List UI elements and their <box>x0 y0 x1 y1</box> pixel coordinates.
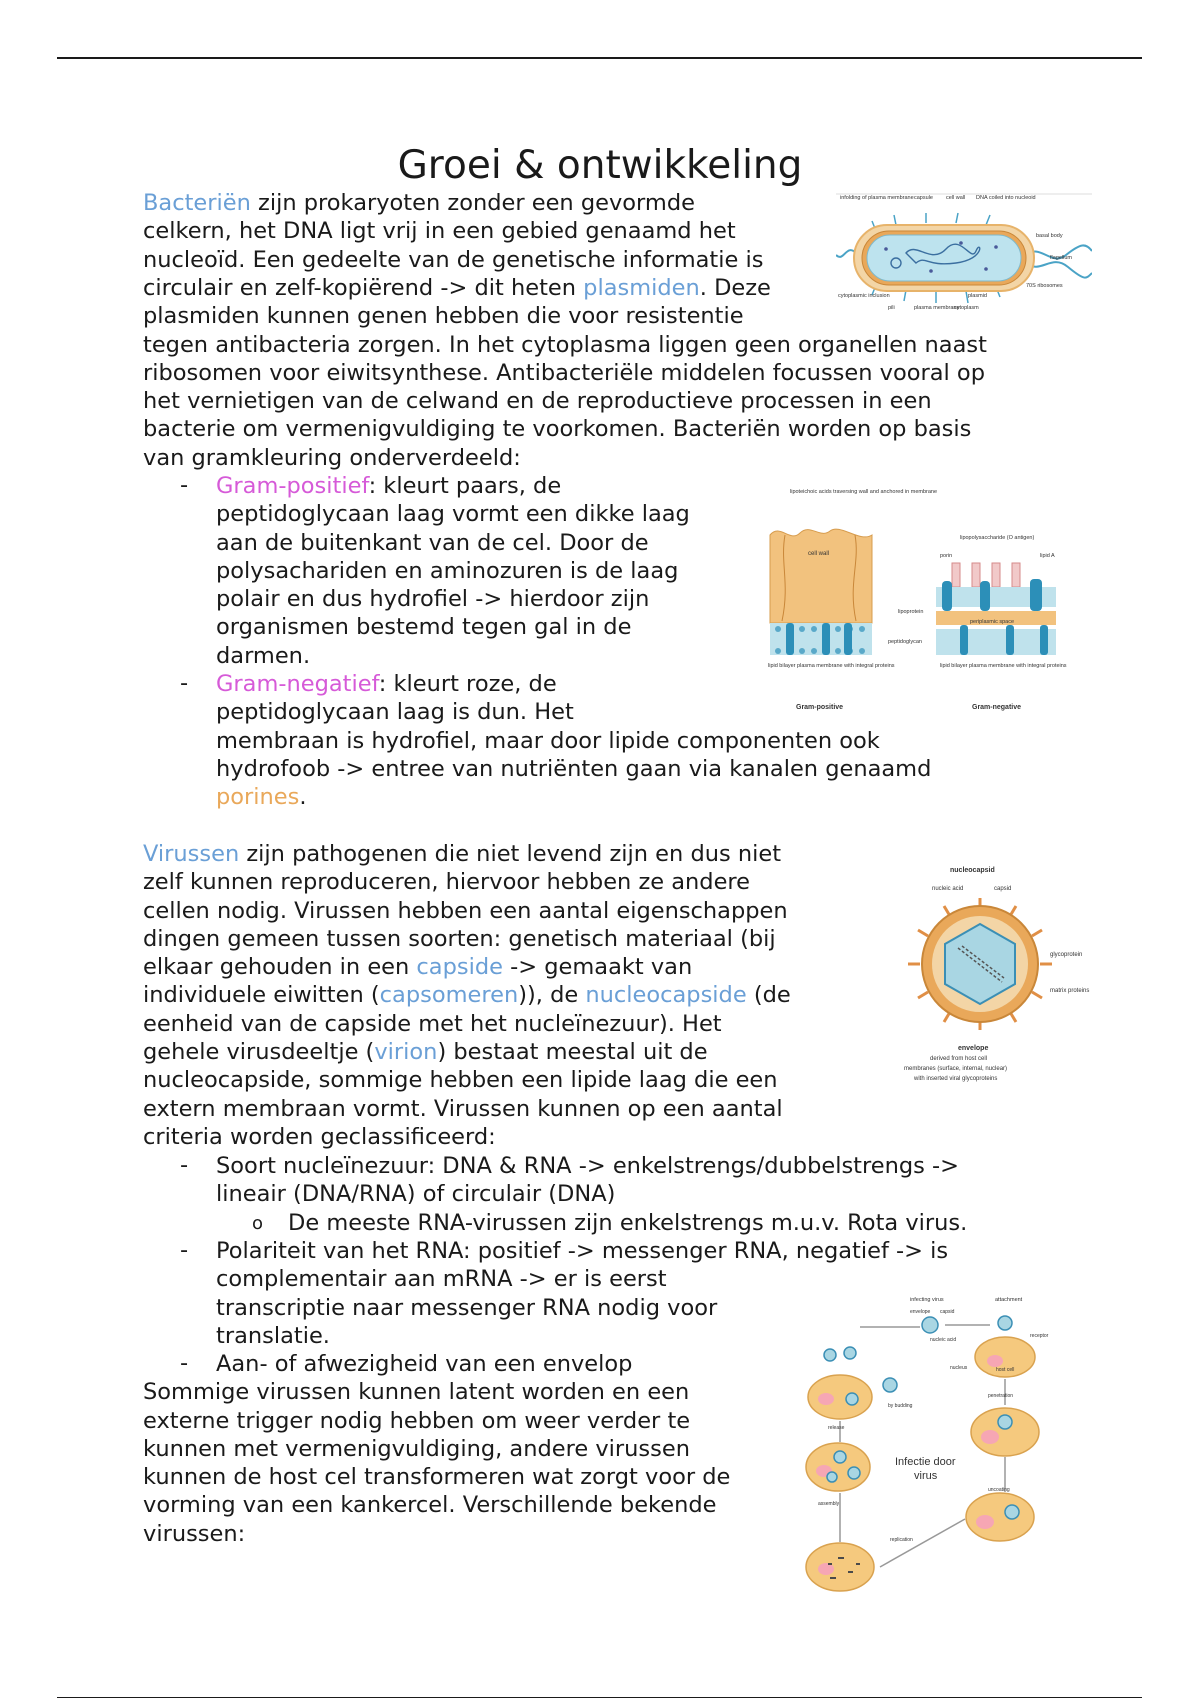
svg-text:plasma membrane: plasma membrane <box>914 305 960 311</box>
svg-text:basal body: basal body <box>1036 233 1063 239</box>
svg-text:with inserted viral glycoprote: with inserted viral glycoproteins <box>914 1076 998 1082</box>
svg-text:capsid: capsid <box>940 1309 955 1315</box>
criteria-subitem: De meeste RNA-virussen zijn enkelstrengs m.u.v. Rota virus. <box>288 1209 968 1236</box>
page-title: Groei & ontwikkeling <box>397 143 803 188</box>
svg-text:cell wall: cell wall <box>808 551 830 557</box>
svg-text:lipid bilayer plasma membrane: lipid bilayer plasma membrane with integral proteins <box>940 663 1067 669</box>
svg-text:by budding: by budding <box>888 1403 913 1409</box>
svg-text:envelope: envelope <box>910 1309 931 1315</box>
svg-text:flagellum: flagellum <box>1050 255 1073 261</box>
keyword-nucleocapside: nucleocapside <box>585 982 747 1009</box>
keyword-porines: porines <box>216 784 300 811</box>
svg-text:lipoteichoic acids traversing: lipoteichoic acids traversing wall and anchored in membrane <box>790 489 938 495</box>
bullet-dash: - <box>180 472 189 498</box>
svg-text:peptidoglycan: peptidoglycan <box>888 639 922 645</box>
bacterium-figure <box>836 193 1092 319</box>
bottom-rule <box>57 1697 1142 1698</box>
bacteria-paragraph-wide: tegen antibacteria zorgen. In het cytoplasma liggen geen organellen naast ribosomen voor eiwitsynthese. Antibacteriële middelen focussen vooral op het vernietigen van de celwand en de reproductieve processen in een bacterie om vermenigvuldiging te voorkomen. Bacteriën worden op basis van gramkleuring onderverdeeld: <box>143 331 987 471</box>
gram-comparison-figure <box>760 483 1070 720</box>
bullet-dash: - <box>180 670 189 696</box>
svg-text:replication: replication <box>890 1537 913 1543</box>
svg-text:cytoplasmic inclusion: cytoplasmic inclusion <box>838 293 890 299</box>
bacteria-paragraph: Bacteriën zijn prokaryoten zonder een gevormde celkern, het DNA ligt vrij in een gebied genaamd het nucleoïd. Een gedeelte van de genetische informatie is circulair en zelf-kopiërend -> dit heten plasmiden. Deze plasmiden kunnen genen hebben die voor resistentie <box>143 190 771 330</box>
svg-text:glycoprotein: glycoprotein <box>1050 952 1083 958</box>
virus-figure <box>870 862 1090 1096</box>
keyword-capside: capside <box>416 954 503 981</box>
keyword-bacterien: Bacteriën <box>143 190 251 216</box>
svg-text:receptor: receptor <box>1030 1333 1049 1339</box>
keyword-gram-negatief: Gram-negatief <box>216 671 379 697</box>
virus-paragraph: Virussen zijn pathogenen die niet levend zijn en dus niet zelf kunnen reproduceren, hiervoor hebben ze andere cellen nodig. Virussen hebben een aantal eigenschappen dingen gemeen tussen soorten: genetisch materiaal (bij elkaar gehouden in een capside -> gemaakt van individuele eiwitten (capsomeren)), de nucleocapside (de eenheid van de capside met het nucleïnezuur). Het gehele virusdeeltje (virion) bestaat meestal uit de nucleocapside, sommige hebben een lipide laag die een extern membraan vormt. Virussen kunnen op een aantal criteria worden geclassificeerd: <box>143 841 791 1150</box>
svg-text:lipid bilayer plasma membrane: lipid bilayer plasma membrane with integral proteins <box>768 663 895 669</box>
svg-text:host cell: host cell <box>996 1367 1015 1373</box>
keyword-plasmiden: plasmiden <box>583 274 700 301</box>
svg-text:release: release <box>828 1425 845 1431</box>
criteria-item-3: Aan- of afwezigheid van een envelop <box>216 1351 633 1377</box>
svg-text:Gram-negative: Gram-negative <box>972 704 1022 711</box>
svg-text:attachment: attachment <box>995 1297 1023 1303</box>
bullet-dash: - <box>180 1152 189 1178</box>
svg-text:capsule: capsule <box>914 195 933 201</box>
svg-text:nucleocapsid: nucleocapsid <box>950 867 995 874</box>
svg-text:virus: virus <box>914 1470 938 1482</box>
svg-text:assembly: assembly <box>818 1501 840 1507</box>
svg-text:Infectie door: Infectie door <box>895 1456 956 1468</box>
gram-positive-item: Gram-positief: kleurt paars, de peptidoglycaan laag vormt een dikke laag aan de buitenkant van de cel. Door de polysachariden en aminozuren is de laag polair en dus hydrofiel -> hierdoor zijn organismen bestemd tegen gal in de darmen. <box>216 473 690 669</box>
svg-text:capsid: capsid <box>994 886 1012 892</box>
criteria-item-2: Polariteit van het RNA: positief -> messenger RNA, negatief -> is complementair aan mRNA -> er is eerst transcriptie naar messenger RNA nodig voor translatie. <box>216 1238 949 1349</box>
svg-text:infolding of plasma membrane: infolding of plasma membrane <box>840 195 914 201</box>
svg-text:infecting virus: infecting virus <box>910 1297 944 1303</box>
svg-text:Gram-positive: Gram-positive <box>796 704 844 711</box>
keyword-virion: virion <box>374 1039 438 1066</box>
infection-cycle-figure <box>800 1287 1056 1607</box>
criteria-item-1: Soort nucleïnezuur: DNA & RNA -> enkelstrengs/dubbelstrengs -> lineair (DNA/RNA) of circulair (DNA) <box>216 1153 959 1208</box>
svg-text:nucleic acid: nucleic acid <box>930 1337 957 1343</box>
svg-text:plasmid: plasmid <box>968 293 987 299</box>
keyword-virussen: Virussen <box>143 841 240 867</box>
svg-text:lipopolysaccharide (O antigen): lipopolysaccharide (O antigen) <box>960 535 1035 541</box>
svg-text:matrix proteins: matrix proteins <box>1050 988 1090 994</box>
svg-text:envelope: envelope <box>958 1045 989 1052</box>
bullet-dash: - <box>180 1237 189 1263</box>
top-rule <box>57 57 1142 59</box>
keyword-gram-positief: Gram-positief <box>216 473 369 499</box>
sub-bullet: o <box>252 1213 264 1234</box>
svg-text:membranes (surface, internal,: membranes (surface, internal, nuclear) <box>904 1066 1008 1072</box>
svg-text:periplasmic space: periplasmic space <box>970 619 1015 625</box>
latent-paragraph: Sommige virussen kunnen latent worden en een externe trigger nodig hebben om weer verder te kunnen met vermenigvuldiging, andere virussen kunnen de host cel transformeren wat zorgt voor de vorming van een kankercel. Verschillende bekende virussen: <box>143 1379 731 1547</box>
svg-text:DNA coiled into nucleoid: DNA coiled into nucleoid <box>976 195 1036 201</box>
gram-negative-item: Gram-negatief: kleurt roze, de peptidoglycaan laag is dun. Het membraan is hydrofiel, maar door lipide componenten ook hydrofoob -> entree van nutriënten gaan via kanalen genaamd porines. <box>216 671 932 811</box>
svg-text:uncoating: uncoating <box>988 1487 1010 1493</box>
svg-text:nucleus: nucleus <box>950 1365 968 1371</box>
svg-text:cytoplasm: cytoplasm <box>954 305 979 311</box>
keyword-capsomeren: capsomeren <box>379 982 519 1009</box>
svg-text:derived from host cell: derived from host cell <box>930 1056 988 1062</box>
svg-text:penetration: penetration <box>988 1393 1014 1399</box>
svg-text:porin: porin <box>940 553 953 559</box>
svg-text:lipoprotein: lipoprotein <box>898 609 924 615</box>
svg-text:70S ribosomes: 70S ribosomes <box>1026 283 1063 289</box>
svg-text:nucleic acid: nucleic acid <box>932 886 964 892</box>
svg-text:pili: pili <box>888 305 895 311</box>
svg-text:lipid A: lipid A <box>1040 553 1055 559</box>
svg-text:cell wall: cell wall <box>946 195 966 201</box>
bullet-dash: - <box>180 1350 189 1376</box>
